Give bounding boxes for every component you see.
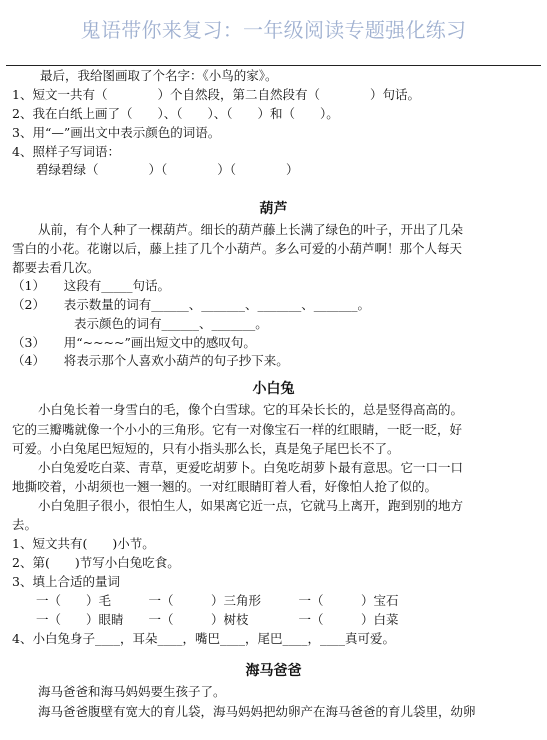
section3-question-4: 4、小白兔身子____，耳朵____，嘴巴____，尾巴____，____真可爱。 <box>12 631 395 646</box>
section3-paragraph-3-line-2: 去。 <box>12 517 38 532</box>
section3-paragraph-1-line-2: 它的三瓣嘴就像一个小小的三角形。它有一对像宝石一样的红眼睛，一眨一眨，好 <box>12 422 463 437</box>
section3-paragraph-2-line-1: 小白兔爱吃白菜、青草，更爱吃胡萝卜。白兔吃胡萝卜最有意思。它一口一口 <box>38 460 464 475</box>
section2-question-2-colors: 表示颜色的词有______、_______。 <box>74 316 268 331</box>
section2-paragraph-line-2: 雪白的小花。花谢以后，藤上挂了几个小葫芦。多么可爱的小葫芦啊！那个人每天 <box>12 241 463 256</box>
section4-line-1: 海马爸爸和海马妈妈要生孩子了。 <box>38 684 226 699</box>
section1-question-4: 4、照样子写词语： <box>12 144 120 159</box>
section1-question-4-example: 碧绿碧绿（ ）（ ）（ ） <box>36 162 299 177</box>
section2-question-2: （2） 表示数量的词有______、_______、_______、_______。 <box>12 297 370 312</box>
page-header-title: 鬼语带你来复习：一年级阅读专题强化练习 <box>80 18 467 42</box>
section2-paragraph-line-1: 从前，有个人种了一棵葫芦。细长的葫芦藤上长满了绿色的叶子，开出了几朵 <box>38 222 464 237</box>
section2-question-4: （4） 将表示那个人喜欢小葫芦的句子抄下来。 <box>12 353 289 368</box>
section1-question-1: 1、短文一共有（ ）个自然段，第二自然段有（ ）句话。 <box>12 87 420 102</box>
section3-question-3-row-2: 一（ ）眼睛 一（ ）树枝 一（ ）白菜 <box>36 612 399 627</box>
section1-question-2: 2、我在白纸上画了（ ）、（ ）、（ ）和（ ）。 <box>12 106 339 121</box>
section1-intro: 最后，我给图画取了个名字：《小鸟的家》。 <box>40 68 278 83</box>
section3-question-1: 1、短文共有( )小节。 <box>12 536 155 551</box>
section2-title: 葫芦 <box>259 201 288 217</box>
section2-paragraph-line-3: 都要去看几次。 <box>12 260 100 275</box>
section3-paragraph-2-line-2: 地撕咬着，小胡须也一翘一翘的。一对红眼睛盯着人看，好像怕人抢了似的。 <box>12 479 438 494</box>
section4-line-2: 海马爸爸腹壁有宽大的育儿袋，海马妈妈把幼卵产在海马爸爸的育儿袋里，幼卵 <box>38 704 476 719</box>
section3-title: 小白兔 <box>252 381 295 397</box>
section1-question-3: 3、用“—”画出文中表示颜色的词语。 <box>12 125 221 140</box>
section3-paragraph-3-line-1: 小白兔胆子很小，很怕生人，如果离它近一点，它就马上离开，跑到别的地方 <box>38 498 464 513</box>
section4-title: 海马爸爸 <box>245 663 302 679</box>
header-divider <box>6 65 541 66</box>
section3-paragraph-1-line-3: 可爱。小白兔尾巴短短的，只有小指头那么长，真是兔子尾巴长不了。 <box>12 441 400 456</box>
section3-question-2: 2、第( )节写小白兔吃食。 <box>12 555 180 570</box>
section3-paragraph-1-line-1: 小白兔长着一身雪白的毛，像个白雪球。它的耳朵长长的，总是竖得高高的。 <box>38 402 464 417</box>
section2-question-1: （1） 这段有_____句话。 <box>12 278 170 293</box>
section2-question-3: （3） 用“~~~~”画出短文中的感叹句。 <box>12 335 256 350</box>
section3-question-3: 3、填上合适的量词 <box>12 574 120 589</box>
section3-question-3-row-1: 一（ ）毛 一（ ）三角形 一（ ）宝石 <box>36 593 399 608</box>
